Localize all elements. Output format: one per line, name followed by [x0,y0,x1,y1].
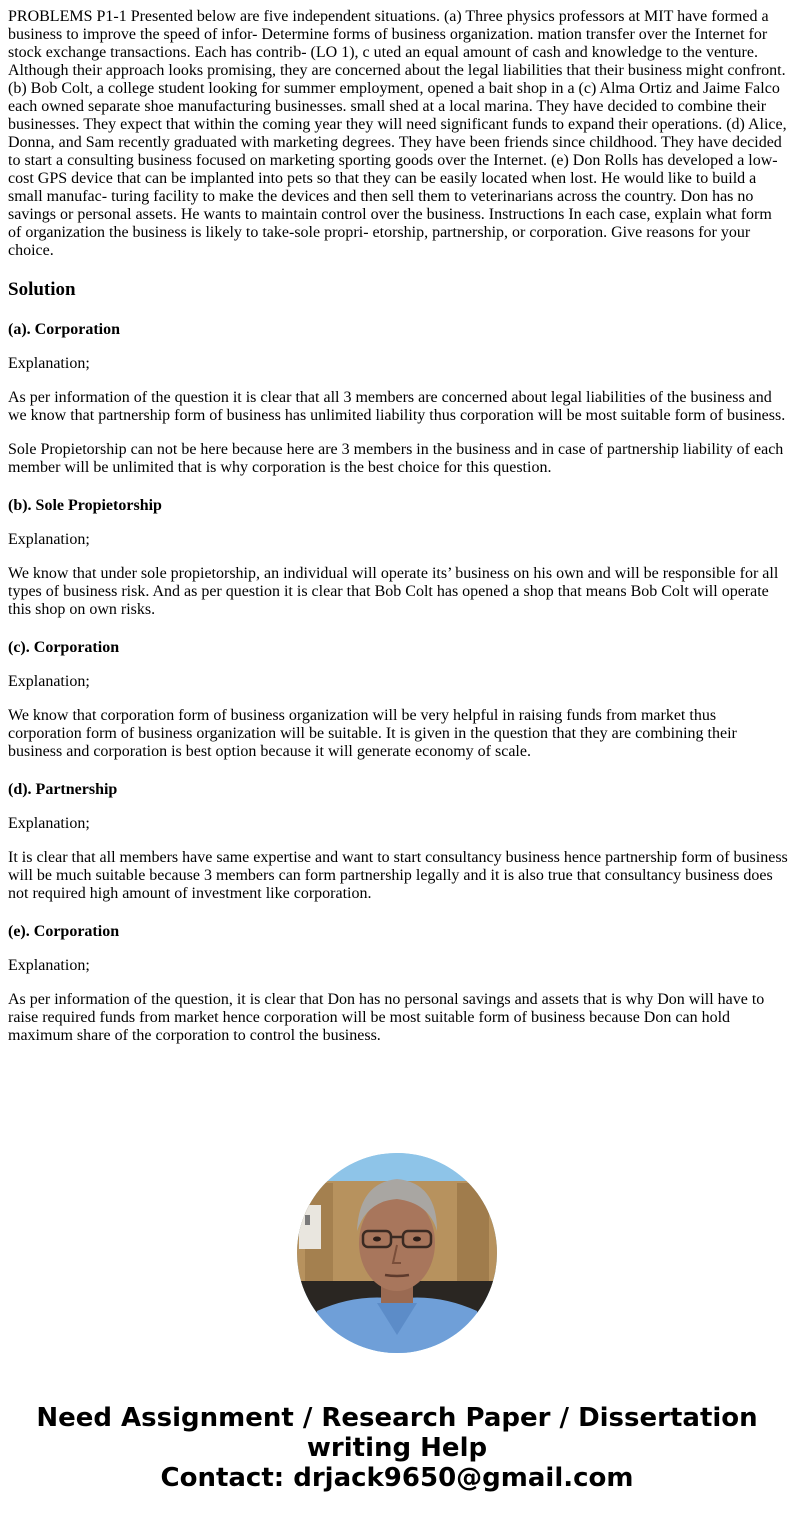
portrait-icon [297,1153,497,1353]
problem-statement: PROBLEMS P1-1 Presented below are five independent situations. (a) Three physics professors at MIT have formed a business to improve the speed of infor- Determine forms of business organization. mation transfer over the Internet for stock exchange transactions. Each has contrib- (LO 1), c uted an equal amount of cash and knowledge to the venture. Although their approach looks promising, they are concerned about the legal liabilities that their business might confront. (b) Bob Colt, a college student looking for summer employment, opened a bait shop in a (c) Alma Ortiz and Jaime Falco each owned separate shoe manufacturing businesses. small shed at a local marina. They have decided to combine their businesses. They expect that within the coming year they will need significant funds to expand their operations. (d) Alice, Donna, and Sam recently graduated with marketing degrees. They have been friends since childhood. They have decided to start a consulting business focused on marketing sporting goods over the Internet. (e) Don Rolls has developed a low-cost GPS device that can be implanted into pets so that they can be easily located when lost. He would like to build a small manufac- turing facility to make the devices and then sell them to veterinarians across the country. Don has no savings or personal assets. He wants to maintain control over the business. Instructions In each case, explain what form of organization the business is likely to take-sole propri- etorship, partnership, or corporation. Give reasons for your choice. [8,8,787,259]
part-heading: (c). Corporation [8,639,120,656]
part-heading: (e). Corporation [8,923,120,940]
explanation-label: Explanation; [8,957,90,974]
part-heading: (d). Partnership [8,781,118,798]
explanation-paragraph: It is clear that all members have same expertise and want to start consultancy business hence partnership form of business will be much suitable because 3 members can form partnership legally and it is also true that consultancy business does not required high amount of investment like corporation. [8,849,788,902]
explanation-label: Explanation; [8,673,90,690]
explanation-paragraph: As per information of the question it is clear that all 3 members are concerned about legal liabilities of the business and we know that partnership form of business has unlimited liability thus corporation will be most suitable form of business. [8,389,786,424]
part-heading: (b). Sole Propietorship [8,497,162,514]
solution-part-d [8,781,788,903]
contact-email: Contact: drjack9650@gmail.com [160,1463,634,1493]
explanation-paragraph: As per information of the question, it is clear that Don has no personal savings and assets that is why Don will have to raise required funds from market hence corporation will be most suitable form of business because Don can hold maximum share of the corporation to control the business. [8,991,765,1044]
solution-part-a [8,321,788,477]
promo-footer [0,1403,794,1493]
solution-part-b [8,497,788,619]
explanation-paragraph: Sole Propietorship can not be here because here are 3 members in the business and in case of partnership liability of each member will be unlimited that is why corporation is the best choice for this question. [8,441,784,476]
explanation-paragraph: We know that corporation form of business organization will be very helpful in raising funds from market thus corporation form of business organization will be suitable. It is given in the question that they are combining their business and corporation is best option because it will generate economy of scale. [8,707,737,760]
explanation-label: Explanation; [8,531,90,548]
explanation-label: Explanation; [8,355,90,372]
document-body [8,8,788,1045]
solution-part-c [8,639,788,761]
solution-heading: Solution [8,279,76,300]
solution-part-e [8,923,788,1045]
avatar [297,1153,497,1353]
explanation-paragraph: We know that under sole propietorship, an individual will operate its’ business on his own and will be responsible for all types of business risk. And as per question it is clear that Bob Colt has opened a shop that means Bob Colt will operate this shop on own risks. [8,565,779,618]
promo-line-2: writing Help [306,1433,488,1463]
part-heading: (a). Corporation [8,321,120,338]
promo-line-1: Need Assignment / Research Paper / Dissertation [36,1403,758,1433]
explanation-label: Explanation; [8,815,90,832]
